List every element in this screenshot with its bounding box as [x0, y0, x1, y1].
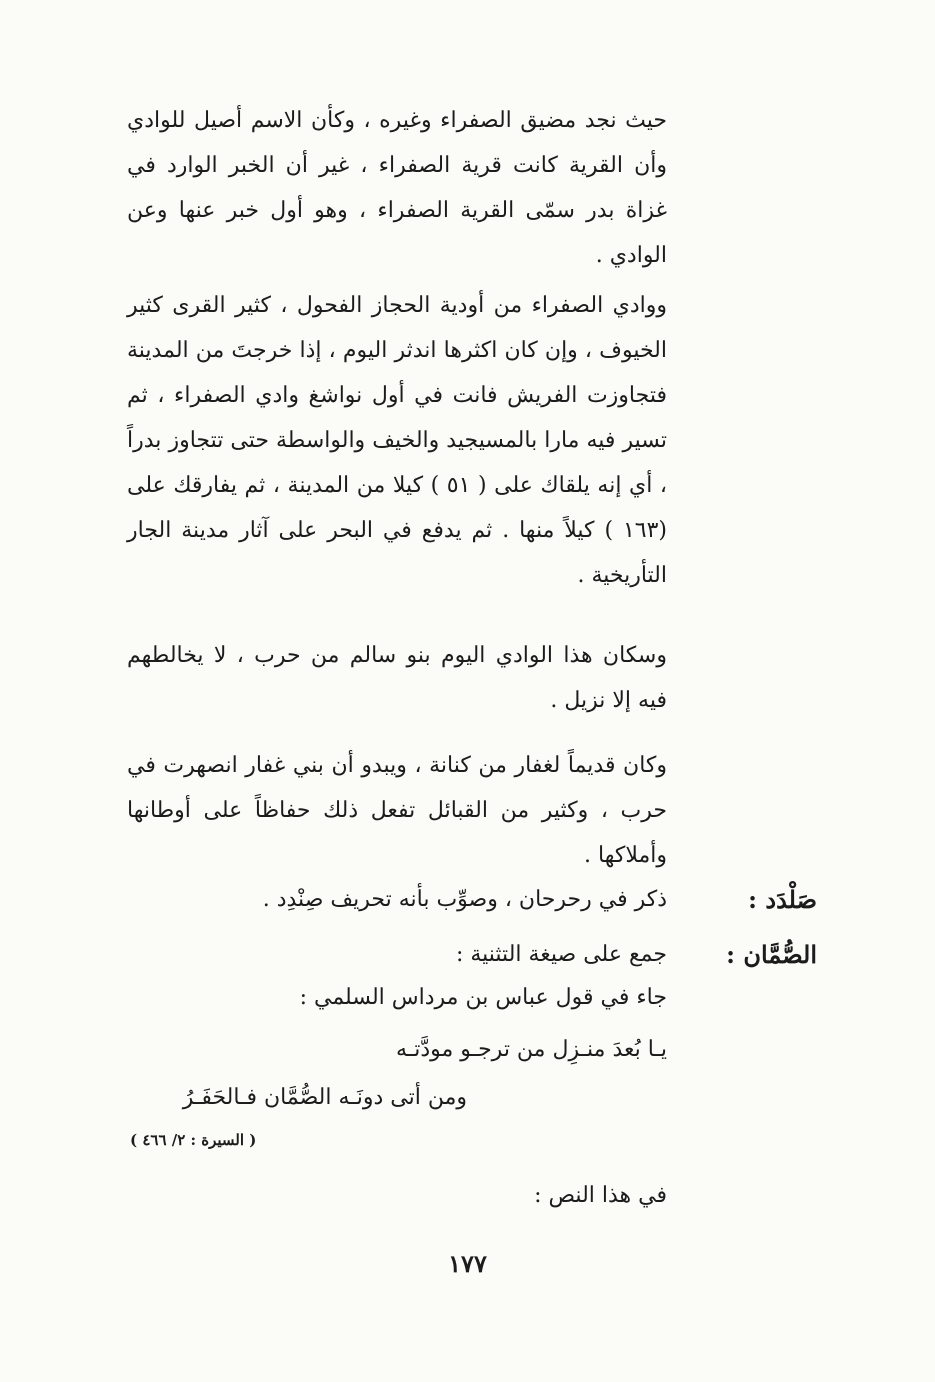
- page-number: ١٧٧: [448, 1249, 487, 1278]
- entry-headword: الصُّمَّان :: [726, 940, 817, 969]
- paragraph: حيث نجد مضيق الصفراء وغيره ، وكأن الاسم أصيل للوادي وأن القرية كانت قرية الصفراء ، غير أن الخبر الوارد في غزاة بدر سمّى القرية الصفراء ، وهو أول خبر عنها وعن الوادي .: [127, 108, 667, 268]
- verse-line: يـا بُعدَ منـزِل من ترجـو مودَّتـه: [395, 1037, 667, 1062]
- quote-intro: جاء في قول عباس بن مرداس السلمي :: [299, 985, 667, 1010]
- entry-definition: جمع على صيغة التثنية :: [455, 942, 667, 967]
- verse-citation: ( السيرة : ٢/ ٤٦٦ ): [130, 1131, 257, 1149]
- paragraph: ووادي الصفراء من أودية الحجاز الفحول ، كثير القرى كثير الخيوف ، وإن كان اكثرها اندثر اليوم ، إذا خرجتَ من المدينة فتجاوزت الفريش فانت في أول نواشغ وادي الصفراء ، ثم تسير فيه مارا بالمسيجيد والخيف والواسطة حتى تتجاوز بدراً ، أي إنه يلقاك على ( ٥١ ) كيلا من المدينة ، ثم يفارقك على (١٦٣ ) كيلاً منها . ثم يدفع في البحر على آثار مدينة الجار التأريخية .: [127, 293, 668, 588]
- paragraph: وكان قديماً لغفار من كنانة ، ويبدو أن بني غفار انصهرت في حرب ، وكثير من القبائل تفعل ذلك حفاظاً على أوطانها وأملاكها .: [127, 753, 667, 868]
- closing-line: في هذا النص :: [534, 1183, 667, 1208]
- verse-line: ومن أتى دونَـه الصُّمَّان فـالحَفَـرُ: [182, 1085, 467, 1110]
- entry-headword: صَلْدَد :: [748, 885, 817, 914]
- entry-definition: ذكر في رحرحان ، وصوِّب بأنه تحريف صِنْدِد .: [262, 887, 667, 912]
- paragraph: وسكان هذا الوادي اليوم بنو سالم من حرب ، لا يخالطهم فيه إلا نزيل .: [127, 643, 667, 713]
